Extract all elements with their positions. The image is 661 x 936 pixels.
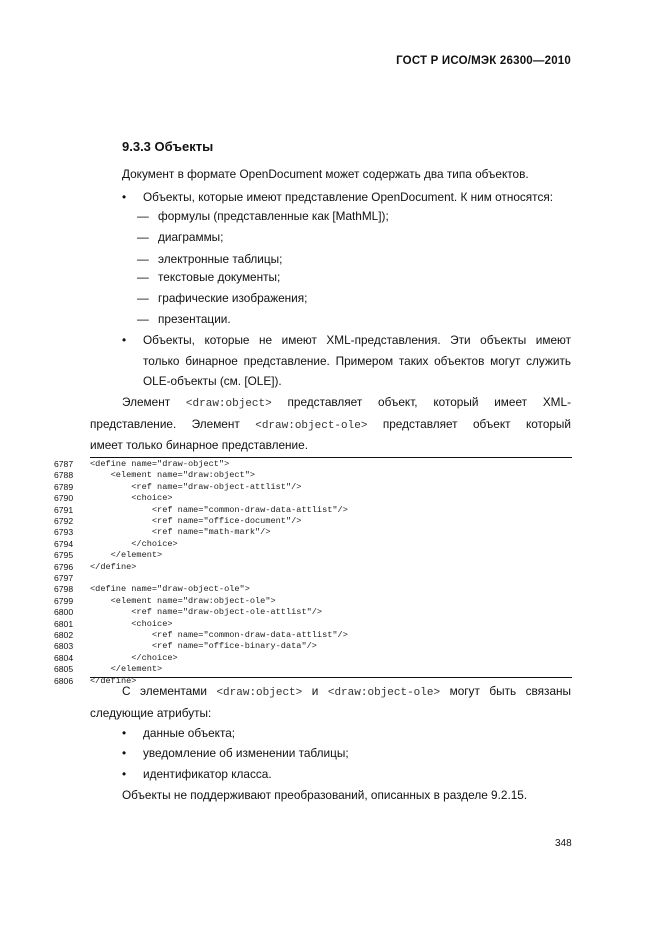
line-number: 6803 <box>54 641 74 652</box>
code-line <box>0 505 661 516</box>
dash-item <box>137 266 280 289</box>
line-number: 6788 <box>54 470 74 481</box>
code-text: <ref name="common-draw-data-attlist"/> <box>90 504 348 515</box>
intro-paragraph: Документ в формате OpenDocument может содержать два типа объектов. <box>122 167 529 181</box>
bullet-text-line: OLE-объекты (см. [OLE]). <box>143 374 282 388</box>
dash-item-text: презентации. <box>158 312 231 326</box>
bullet-text: Объекты, которые имеют представление OpenDocument. К ним относятся: <box>143 190 554 204</box>
line-number: 6802 <box>54 630 74 640</box>
page-number: 348 <box>555 838 572 849</box>
line-number: 6806 <box>54 675 74 686</box>
code-text: </choice> <box>90 652 178 663</box>
code-text: <element name="draw:object"> <box>90 470 256 481</box>
dash-marker: — <box>137 291 149 305</box>
code-line <box>0 653 661 664</box>
closing-paragraph: Объекты не поддерживают преобразований, описанных в разделе 9.2.15. <box>122 788 528 802</box>
code-element-draw-object-ole: <draw:object-ole> <box>255 420 368 432</box>
code-text: <ref name="office-document"/> <box>90 516 302 526</box>
document-code-header: ГОСТ Р ИСО/МЭК 26300—2010 <box>396 55 571 67</box>
dash-item-text: формулы (представленные как [MathML]); <box>158 209 389 223</box>
bullet-marker: • <box>122 333 127 347</box>
code-line <box>0 527 661 538</box>
bullet-text-line: Объекты, которые не имеют XML-представления. Эти объекты имеют <box>143 333 571 347</box>
code-text: <ref name="draw-object-attlist"/> <box>90 481 302 492</box>
paragraph-text: и <box>311 684 319 698</box>
dash-marker: — <box>137 252 149 266</box>
code-line <box>0 516 661 527</box>
dash-marker: — <box>137 312 149 326</box>
element-paragraph-line-3: имеет только бинарное представление. <box>90 438 308 452</box>
dash-marker: — <box>137 270 149 284</box>
code-line <box>0 562 661 573</box>
code-line <box>0 482 661 493</box>
code-text: <ref name="common-draw-data-attlist"/> <box>90 630 348 640</box>
bullet-marker: • <box>122 726 127 740</box>
code-block-bottom-rule <box>90 677 572 678</box>
code-line <box>0 664 661 675</box>
attributes-paragraph-line-2: следующие атрибуты: <box>90 706 212 720</box>
code-line <box>0 584 661 595</box>
code-text: <ref name="draw-object-ole-attlist"/> <box>90 607 323 618</box>
paragraph-text: представление. Элемент <box>90 417 240 431</box>
code-line <box>0 539 661 550</box>
code-line <box>0 596 661 607</box>
line-number: 6794 <box>54 538 74 549</box>
attribute-text: данные объекта; <box>143 726 236 740</box>
line-number: 6789 <box>54 481 74 492</box>
paragraph-text: представляет объект который <box>382 417 572 431</box>
line-number: 6792 <box>54 516 74 526</box>
line-number: 6796 <box>54 561 74 572</box>
line-number: 6805 <box>54 664 74 675</box>
paragraph-text: С элементами <box>122 684 207 698</box>
line-number: 6790 <box>54 493 74 504</box>
dash-item <box>137 287 307 310</box>
line-number: 6800 <box>54 607 74 618</box>
code-text: <ref name="math-mark"/> <box>90 527 271 538</box>
line-number: 6798 <box>54 584 74 595</box>
bullet-text-line: только бинарное представление. Примером таких объектов могут служить <box>143 354 571 368</box>
code-line <box>0 573 661 584</box>
section-title: 9.3.3 Объекты <box>122 139 214 154</box>
dash-marker: — <box>137 230 149 244</box>
dash-item <box>137 226 223 249</box>
attribute-text: уведомление об изменении таблицы; <box>143 746 349 760</box>
code-line <box>0 619 661 630</box>
code-line <box>0 641 661 652</box>
paragraph-text: Элемент <box>122 395 171 409</box>
line-number: 6799 <box>54 595 74 606</box>
line-number: 6797 <box>54 573 74 583</box>
line-number: 6801 <box>54 618 74 629</box>
dash-item-text: электронные таблицы; <box>158 252 283 266</box>
code-element-draw-object-ole: <draw:object-ole> <box>327 687 441 699</box>
dash-item-text: диаграммы; <box>158 230 224 244</box>
code-line <box>0 607 661 618</box>
line-number: 6795 <box>54 550 74 561</box>
code-text: <ref name="office-binary-data"/> <box>90 641 317 652</box>
paragraph-text: могут быть связаны <box>449 684 572 698</box>
code-text: <choice> <box>90 618 173 629</box>
dash-item <box>137 205 389 228</box>
code-element-draw-object: <draw:object> <box>185 398 272 410</box>
attribute-text: идентификатор класса. <box>143 767 272 781</box>
dash-item-text: графические изображения; <box>158 291 308 305</box>
code-text: </define> <box>90 561 137 572</box>
bullet-marker: • <box>122 190 127 204</box>
bullet-marker: • <box>122 746 127 760</box>
code-text: <choice> <box>90 493 173 504</box>
code-text: <define name="draw-object"> <box>90 459 230 469</box>
code-text: </choice> <box>90 538 178 549</box>
code-block-top-rule <box>90 457 572 458</box>
code-line <box>0 493 661 504</box>
code-element-draw-object: <draw:object> <box>216 687 303 699</box>
code-line <box>0 470 661 481</box>
code-line <box>0 550 661 561</box>
dash-item-text: текстовые документы; <box>158 270 281 284</box>
dash-marker: — <box>137 209 149 223</box>
code-text: </element> <box>90 550 163 561</box>
line-number: 6804 <box>54 652 74 663</box>
paragraph-text: представляет объект, который имеет XML- <box>287 395 572 409</box>
line-number: 6793 <box>54 527 74 538</box>
code-line <box>0 459 661 470</box>
bullet-marker: • <box>122 767 127 781</box>
line-number: 6787 <box>54 459 74 469</box>
code-line <box>0 630 661 641</box>
code-text: </define> <box>90 675 137 686</box>
code-text: <element name="draw:object-ole"> <box>90 595 276 606</box>
dash-item <box>137 308 231 331</box>
line-number: 6791 <box>54 504 74 515</box>
code-text: <define name="draw-object-ole"> <box>90 584 250 595</box>
code-text: </element> <box>90 664 163 675</box>
